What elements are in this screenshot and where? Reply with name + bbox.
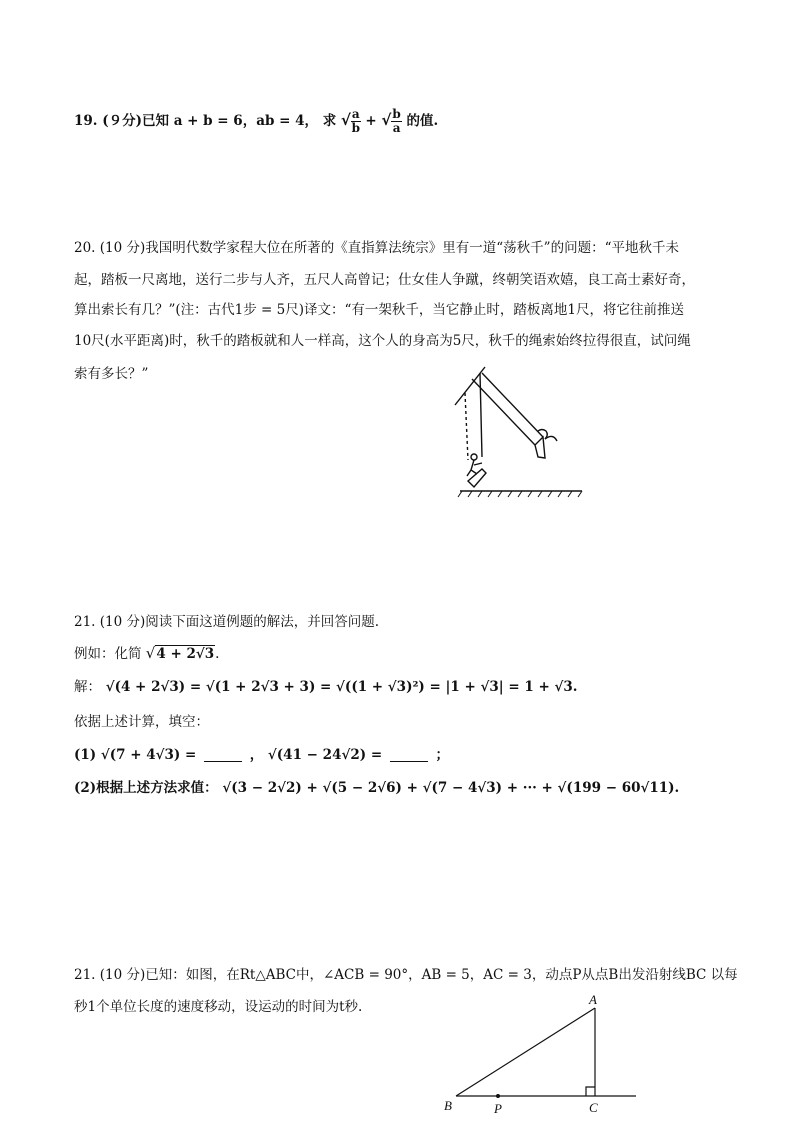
q21a-instruction: 依据上述计算，填空： bbox=[74, 714, 209, 730]
triangle-figure bbox=[440, 990, 640, 1115]
q19-number: 19. bbox=[74, 113, 98, 129]
answer-blank-1[interactable] bbox=[204, 747, 242, 762]
ground-hatching bbox=[458, 491, 582, 497]
q19-ask: 求 bbox=[322, 113, 337, 129]
swing-rope-upper bbox=[482, 373, 543, 437]
q20-line-4: 10尺(水平距离)时，秋千的踏板就和人一样高，这个人的身高为5尺，秋千的绳索始终拉得很直，试问绳 bbox=[74, 333, 691, 349]
q19-score: (９分)已知 bbox=[102, 113, 169, 129]
q21a-part1: (1) √(7 + 4√3) = ， √(41 − 24√2) = ； bbox=[74, 747, 450, 763]
label-c: C bbox=[589, 1100, 598, 1115]
q21b-line-2: 秒1个单位长度的速度移动，设运动的时间为t秒. bbox=[74, 999, 363, 1015]
q20-line-5: 索有多长？” bbox=[74, 366, 149, 382]
q21a-part1-expr1: √(7 + 4√3) = bbox=[100, 747, 197, 763]
q19-sqrt-b-over-a: √ $\frac{b}{a}$ bbox=[381, 107, 401, 135]
swing-rope-rest bbox=[480, 373, 482, 457]
q21a-example-expr: 4 + 2√3 bbox=[156, 646, 215, 662]
standing-person-body bbox=[467, 460, 482, 476]
swing-rope-dashed bbox=[465, 393, 468, 460]
q21a-part1-expr2: √(41 − 24√2) = bbox=[267, 747, 383, 763]
q21a-solution-expr: √(4 + 2√3) = √(1 + 2√3 + 3) = √((1 + √3)²) = |1 + √3| = 1 + √3. bbox=[105, 679, 578, 695]
q21a-solution: 解： √(4 + 2√3) = √(1 + 2√3 + 3) = √((1 + √3)²) = |1 + √3| = 1 + √3. bbox=[74, 679, 578, 695]
q21a-part2-expr: √(3 − 2√2) + √(5 − 2√6) + √(7 − 4√3) + ··· + √(199 − 60√11). bbox=[222, 780, 680, 796]
swing-flourish bbox=[545, 436, 557, 441]
q21a-head: 21. (10 分)阅读下面这道例题的解法，并回答问题. bbox=[74, 614, 380, 630]
right-angle-mark bbox=[586, 1087, 595, 1096]
answer-blank-2[interactable] bbox=[390, 747, 428, 762]
swing-figure bbox=[440, 365, 590, 505]
label-b: B bbox=[444, 1098, 452, 1113]
standing-person-head bbox=[471, 454, 477, 460]
label-a: A bbox=[589, 992, 597, 1007]
q20-line-1: 20. (10 分)我国明代数学家程大位在所著的《直指算法统宗》里有一道“荡秋千”的问题：“平地秋千未 bbox=[74, 240, 679, 256]
q21a-part2: (2)根据上述方法求值： √(3 − 2√2) + √(5 − 2√6) + √(7 − 4√3) + ··· + √(199 − 60√11). bbox=[74, 780, 680, 796]
q20-line-2: 起，踏板一尺离地，送行二步与人齐，五尺人高曾记；仕女佳人争蹴，终朝笑语欢嬉，良工高士素好奇， bbox=[74, 272, 695, 288]
q21b-line-1: 21. (10 分)已知：如图，在Rt△ABC中，∠ACB = 90°，AB = 5，AC = 3，动点P从点B出发沿射线BC 以每 bbox=[74, 967, 738, 983]
question-19 bbox=[74, 108, 438, 135]
q19-plus: + bbox=[365, 113, 377, 129]
swing-board bbox=[535, 437, 545, 458]
q19-condition: a + b = 6，ab = 4， bbox=[173, 113, 318, 129]
label-p: P bbox=[494, 1101, 502, 1116]
q21a-example: 例如：化简 √4 + 2√3. bbox=[74, 644, 220, 662]
q19-sqrt-a-over-b: √ $\frac{a}{b}$ bbox=[340, 107, 360, 135]
q20-line-3: 算出索长有几？”(注：古代1步 = 5尺)译文：“有一架秋千，当它静止时，踏板离地1尺，将它往前推送 bbox=[74, 302, 684, 318]
side-ab bbox=[456, 1008, 595, 1096]
point-p-dot bbox=[496, 1094, 500, 1098]
q19-tail: 的值. bbox=[406, 113, 439, 129]
